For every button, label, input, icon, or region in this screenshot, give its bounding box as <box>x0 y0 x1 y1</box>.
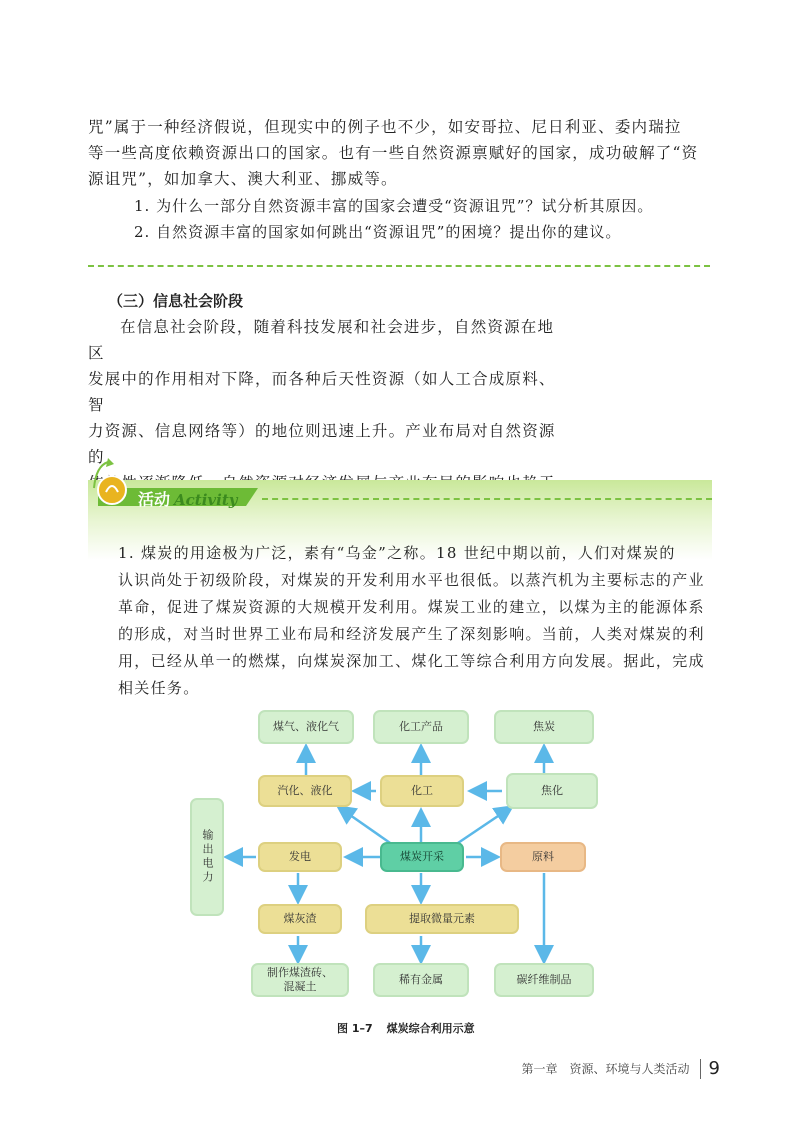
node-mining: 煤炭开采 <box>380 842 464 872</box>
text-line: 革命，促进了煤炭资源的大规模开发利用。煤炭工业的建立，以煤为主的能源体系 <box>118 598 705 616</box>
node-brick <box>251 963 349 997</box>
text-line: 1. 煤炭的用途极为广泛，素有“乌金”之称。18 世纪中期以前，人们对煤炭的 <box>118 544 676 562</box>
node-brick-line1: 制作煤渣砖、 <box>267 966 333 979</box>
text-line: 源诅咒”，如加拿大、澳大利亚、挪威等。 <box>88 170 398 188</box>
text-line: 咒”属于一种经济假说，但现实中的例子也不少，如安哥拉、尼日利亚、委内瑞拉 <box>88 118 682 136</box>
node-chem: 化工 <box>380 775 464 807</box>
text-line: 力资源、信息网络等）的地位则迅速上升。产业布局对自然资源的 <box>88 422 556 466</box>
activity-label-en: Activity <box>174 491 238 509</box>
figure-caption <box>337 1020 489 1036</box>
node-chem-products: 化工产品 <box>373 710 469 744</box>
node-power-out: 输出电力 <box>190 798 224 916</box>
figure-number: 图 1–7 <box>337 1022 373 1035</box>
question-2: 2. 自然资源丰富的国家如何跳出“资源诅咒”的困境？提出你的建议。 <box>134 223 622 241</box>
arrow-mining-to-gasify <box>340 808 393 845</box>
text-line: 相关任务。 <box>118 679 200 697</box>
node-brick-line2: 混凝土 <box>283 980 317 993</box>
node-gas: 煤气、液化气 <box>258 710 354 744</box>
node-coking: 焦化 <box>506 773 598 809</box>
node-rare: 稀有金属 <box>373 963 469 997</box>
node-ash: 煤灰渣 <box>258 904 342 934</box>
node-trace: 提取微量元素 <box>365 904 519 934</box>
text-line: 等一些高度依赖资源出口的国家。也有一些自然资源禀赋好的国家，成功破解了“资 <box>88 144 699 162</box>
section-title: （三）信息社会阶段 <box>108 292 244 310</box>
text-line: 用，已经从单一的燃煤，向煤炭深加工、煤化工等综合利用方向发展。据此，完成 <box>118 652 705 670</box>
node-material: 原料 <box>500 842 586 872</box>
node-gasify: 汽化、液化 <box>258 775 352 807</box>
text-line: 发展中的作用相对下降，而各种后天性资源（如人工合成原料、智 <box>88 370 556 414</box>
question-1: 1. 为什么一部分自然资源丰富的国家会遭受“资源诅咒”？试分析其原因。 <box>134 197 654 215</box>
text-line: 的形成，对当时世界工业布局和经济发展产生了深刻影响。当前，人类对煤炭的利 <box>118 625 705 643</box>
figure-title: 煤炭综合利用示意 <box>386 1022 475 1035</box>
activity-label-cn: 活动 <box>138 490 171 509</box>
text-line: 认识尚处于初级阶段，对煤炭的开发利用水平也很低。以蒸汽机为主要标志的产业 <box>118 571 705 589</box>
chapter-title: 第一章 资源、环境与人类活动 <box>521 1062 690 1076</box>
node-carbon: 碳纤维制品 <box>494 963 594 997</box>
arrow-mining-to-coking <box>455 808 510 845</box>
page-number: 9 <box>708 1058 720 1079</box>
page-footer <box>522 1058 720 1079</box>
node-coke: 焦炭 <box>494 710 594 744</box>
node-power: 发电 <box>258 842 342 872</box>
text-line: 在信息社会阶段，随着科技发展和社会进步，自然资源在地区 <box>88 318 555 362</box>
footer-separator <box>700 1059 701 1079</box>
